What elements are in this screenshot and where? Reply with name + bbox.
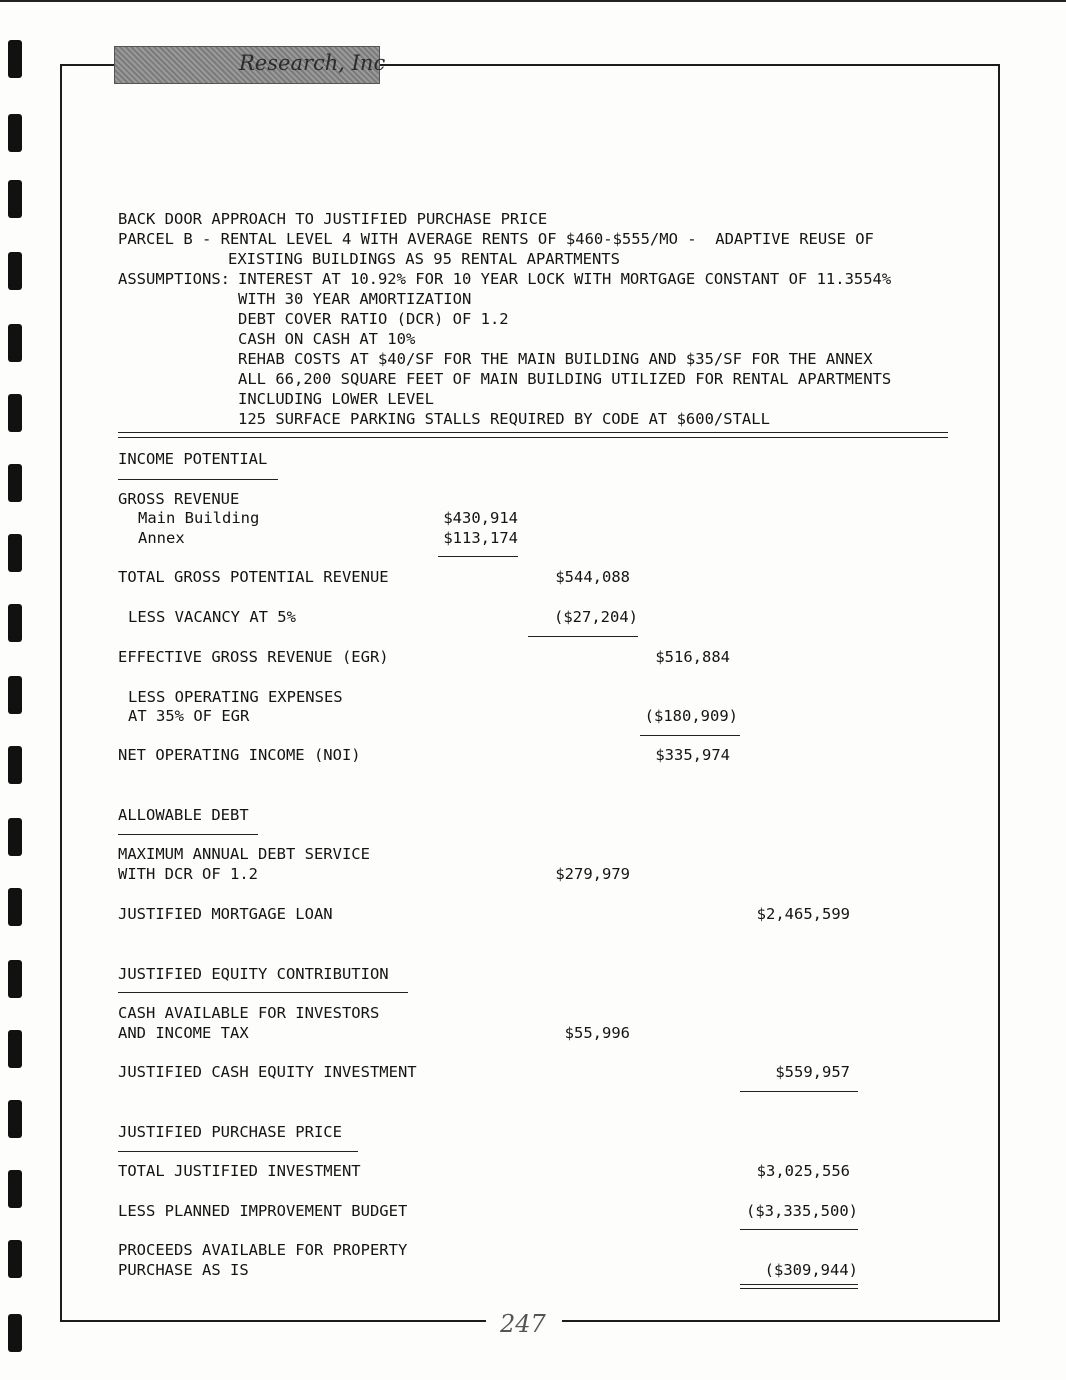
total-justified-investment-label: TOTAL JUSTIFIED INVESTMENT bbox=[118, 1162, 361, 1180]
assumption-item: CASH ON CASH AT 10% bbox=[238, 330, 416, 348]
assumption-item: ALL 66,200 SQUARE FEET OF MAIN BUILDING UTILIZED FOR RENTAL APARTMENTS bbox=[238, 370, 892, 388]
main-building-value: $430,914 bbox=[443, 509, 518, 527]
final-double-underline bbox=[740, 1284, 858, 1289]
binder-hole bbox=[8, 1240, 22, 1278]
heading-underline bbox=[118, 1151, 358, 1152]
binder-hole bbox=[8, 40, 22, 78]
vacancy-label: LESS VACANCY AT 5% bbox=[128, 608, 296, 626]
total-gross-revenue-value: $544,088 bbox=[555, 568, 630, 586]
binder-hole bbox=[8, 746, 22, 784]
binder-hole bbox=[8, 1030, 22, 1068]
equity-contribution-heading: JUSTIFIED EQUITY CONTRIBUTION bbox=[118, 965, 389, 983]
noi-label: NET OPERATING INCOME (NOI) bbox=[118, 746, 361, 764]
improvement-budget-label: LESS PLANNED IMPROVEMENT BUDGET bbox=[118, 1202, 408, 1220]
binder-hole bbox=[8, 960, 22, 998]
binder-hole bbox=[8, 252, 22, 290]
binder-holes bbox=[8, 30, 30, 1360]
assumption-item: REHAB COSTS AT $40/SF FOR THE MAIN BUILDING AND $35/SF FOR THE ANNEX bbox=[238, 350, 873, 368]
binder-hole bbox=[8, 888, 22, 926]
parcel-description-continued: EXISTING BUILDINGS AS 95 RENTAL APARTMENTS bbox=[228, 250, 620, 268]
page-number: 247 bbox=[500, 1310, 546, 1338]
binder-hole bbox=[8, 114, 22, 152]
cash-equity-investment-value: $559,957 bbox=[775, 1063, 850, 1081]
binder-hole bbox=[8, 1170, 22, 1208]
binder-hole bbox=[8, 324, 22, 362]
justified-mortgage-label: JUSTIFIED MORTGAGE LOAN bbox=[118, 905, 333, 923]
subtotal-underline bbox=[528, 636, 638, 637]
purchase-price-heading: JUSTIFIED PURCHASE PRICE bbox=[118, 1123, 342, 1141]
assumption-item: INCLUDING LOWER LEVEL bbox=[238, 390, 434, 408]
binder-hole bbox=[8, 1100, 22, 1138]
income-potential-heading: INCOME POTENTIAL bbox=[118, 450, 268, 468]
total-gross-revenue-label: TOTAL GROSS POTENTIAL REVENUE bbox=[118, 568, 389, 586]
section-separator bbox=[118, 432, 948, 438]
cash-available-label: CASH AVAILABLE FOR INVESTORS bbox=[118, 1004, 380, 1022]
company-logo bbox=[114, 46, 386, 84]
heading-underline bbox=[118, 992, 408, 993]
operating-expenses-label: LESS OPERATING EXPENSES bbox=[128, 688, 343, 706]
cash-available-label-continued: AND INCOME TAX bbox=[118, 1024, 249, 1042]
gross-revenue-label: GROSS REVENUE bbox=[118, 490, 240, 508]
binder-hole bbox=[8, 676, 22, 714]
document-title: BACK DOOR APPROACH TO JUSTIFIED PURCHASE PRICE bbox=[118, 210, 548, 228]
annex-value: $113,174 bbox=[443, 529, 518, 547]
subtotal-underline bbox=[640, 735, 740, 736]
egr-value: $516,884 bbox=[655, 648, 730, 666]
justified-mortgage-value: $2,465,599 bbox=[756, 905, 850, 923]
operating-expenses-label-continued: AT 35% OF EGR bbox=[128, 707, 250, 725]
binder-hole bbox=[8, 534, 22, 572]
logo-text: Research, Inc bbox=[239, 51, 386, 75]
binder-hole bbox=[8, 180, 22, 218]
assumption-item: WITH 30 YEAR AMORTIZATION bbox=[238, 290, 472, 308]
noi-value: $335,974 bbox=[655, 746, 730, 764]
cash-available-value: $55,996 bbox=[564, 1024, 630, 1042]
assumption-item: 125 SURFACE PARKING STALLS REQUIRED BY CODE AT $600/STALL bbox=[238, 410, 770, 428]
max-debt-service-label-continued: WITH DCR OF 1.2 bbox=[118, 865, 258, 883]
max-debt-service-label: MAXIMUM ANNUAL DEBT SERVICE bbox=[118, 845, 370, 863]
total-justified-investment-value: $3,025,556 bbox=[756, 1162, 850, 1180]
subtotal-underline bbox=[740, 1229, 858, 1230]
assumption-item: DEBT COVER RATIO (DCR) OF 1.2 bbox=[238, 310, 509, 328]
assumptions-label: ASSUMPTIONS: bbox=[118, 270, 230, 288]
main-building-label: Main Building bbox=[138, 509, 260, 527]
cash-equity-investment-label: JUSTIFIED CASH EQUITY INVESTMENT bbox=[118, 1063, 417, 1081]
binder-hole bbox=[8, 464, 22, 502]
binder-hole bbox=[8, 604, 22, 642]
page-top-edge bbox=[0, 0, 1066, 2]
binder-hole bbox=[8, 1314, 22, 1352]
heading-underline bbox=[118, 834, 258, 835]
proceeds-label-continued: PURCHASE AS IS bbox=[118, 1261, 249, 1279]
binder-hole bbox=[8, 394, 22, 432]
proceeds-value: ($309,944) bbox=[764, 1261, 858, 1279]
assumption-item: INTEREST AT 10.92% FOR 10 YEAR LOCK WITH MORTGAGE CONSTANT OF 11.3554% bbox=[238, 270, 892, 288]
operating-expenses-value: ($180,909) bbox=[644, 707, 738, 725]
parcel-description: PARCEL B - RENTAL LEVEL 4 WITH AVERAGE RENTS OF $460-$555/MO - ADAPTIVE REUSE OF bbox=[118, 230, 874, 248]
allowable-debt-heading: ALLOWABLE DEBT bbox=[118, 806, 249, 824]
vacancy-value: ($27,204) bbox=[554, 608, 638, 626]
subtotal-underline bbox=[740, 1091, 858, 1092]
max-debt-service-value: $279,979 bbox=[555, 865, 630, 883]
heading-underline bbox=[118, 479, 278, 480]
subtotal-underline bbox=[438, 556, 518, 557]
binder-hole bbox=[8, 818, 22, 856]
egr-label: EFFECTIVE GROSS REVENUE (EGR) bbox=[118, 648, 389, 666]
proceeds-label: PROCEEDS AVAILABLE FOR PROPERTY bbox=[118, 1241, 408, 1259]
annex-label: Annex bbox=[138, 529, 185, 547]
improvement-budget-value: ($3,335,500) bbox=[746, 1202, 858, 1220]
